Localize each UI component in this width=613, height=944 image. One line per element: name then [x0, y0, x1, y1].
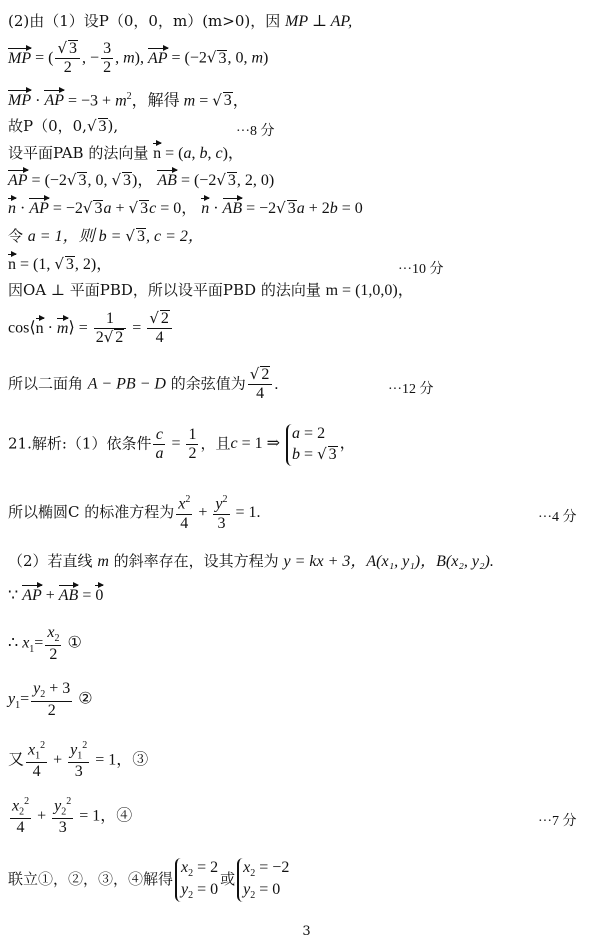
line-20: $\frac{x_2^2}{4}$ + $\frac{y_2^2}{3}$ = 1，④ — [12, 796, 133, 837]
line-11: cos⟨n · m⟩ = $\frac{1}{2√ 2}$ = $\frac{√ 2}{4}$ — [8, 310, 174, 348]
line-3: MP · AP = $-3 + m^2$，解得 m = √ 3， — [8, 91, 249, 110]
score-12: ···12 分 — [388, 382, 434, 397]
score-4: ···4 分 — [538, 510, 577, 525]
line-17: ∴ $x_1=$ $\frac{x_2}{2}$ ① — [8, 624, 82, 663]
line-9: n = (1, √ 3, 2)， — [8, 255, 113, 273]
line-18: $y_1=$ $\frac{y_2 + 3}{2}$ ② — [8, 680, 93, 719]
line-1: (2)由（1）设P（0，0，m）(m>0)，因 MP ⊥ AP, — [8, 12, 353, 30]
score-7: ···7 分 — [538, 814, 577, 829]
line-13: 21.解析:（1）依条件 $\frac{c}{a}$ = $\frac{1}{2}$ ，且c = 1 ⇒ a = 2 b = √ 3， — [8, 424, 356, 466]
line-14: 所以椭圆C 的标准方程为 $\frac{x^2}{4}$ + $\frac{y^2}{3}$ = 1. — [8, 494, 261, 532]
line-8: 令 a = 1，则 b = √ 3, c = 2， — [8, 227, 204, 245]
line-19: 又 $\frac{x_1^2}{4}$ + $\frac{y_1^2}{3}$ = 1，③ — [8, 740, 149, 781]
page-number: 3 — [302, 924, 311, 939]
line-10: 因OA ⊥ 平面PBD，所以设平面PBD 的法向量 m = (1,0,0)， — [8, 281, 414, 299]
line-6: AP = (−2√ 3, 0, √ 3)， AB = (−2√ 3, 2, 0) — [8, 171, 275, 189]
score-8: ···8 分 — [236, 124, 275, 139]
line-16: ∵ AP + AB = 0 — [8, 587, 104, 604]
line-2: MP = ( $\frac{√ 3}{2}$ , − $\frac{3}{2}$ , m), AP = (−2√ 3, 0, m) — [8, 39, 269, 77]
score-10: ···10 分 — [398, 262, 444, 277]
line-12: 所以二面角 A − PB − D 的余弦值为 $\frac{√ 2}{4}$ . — [8, 365, 279, 403]
line-21: 联立①，②，③，④解得$x_2 = 2$ $y_2 = 0$或$x_2 = -2$ $y_2 = 0$ — [8, 859, 290, 902]
line-7: n · AP = −2√ 3a + √ 3c = 0， n · AB = −2√ 3a + 2b = 0 — [8, 199, 363, 217]
line-15: （2）若直线 m 的斜率存在，设其方程为 y = kx + 3，A(x₁, y₁)，B(x₂, y₂). — [8, 552, 494, 570]
line-5: 设平面PAB 的法向量 n = (a, b, c)， — [8, 144, 244, 162]
line-4: 故P（0，0,√ 3), — [8, 117, 119, 135]
